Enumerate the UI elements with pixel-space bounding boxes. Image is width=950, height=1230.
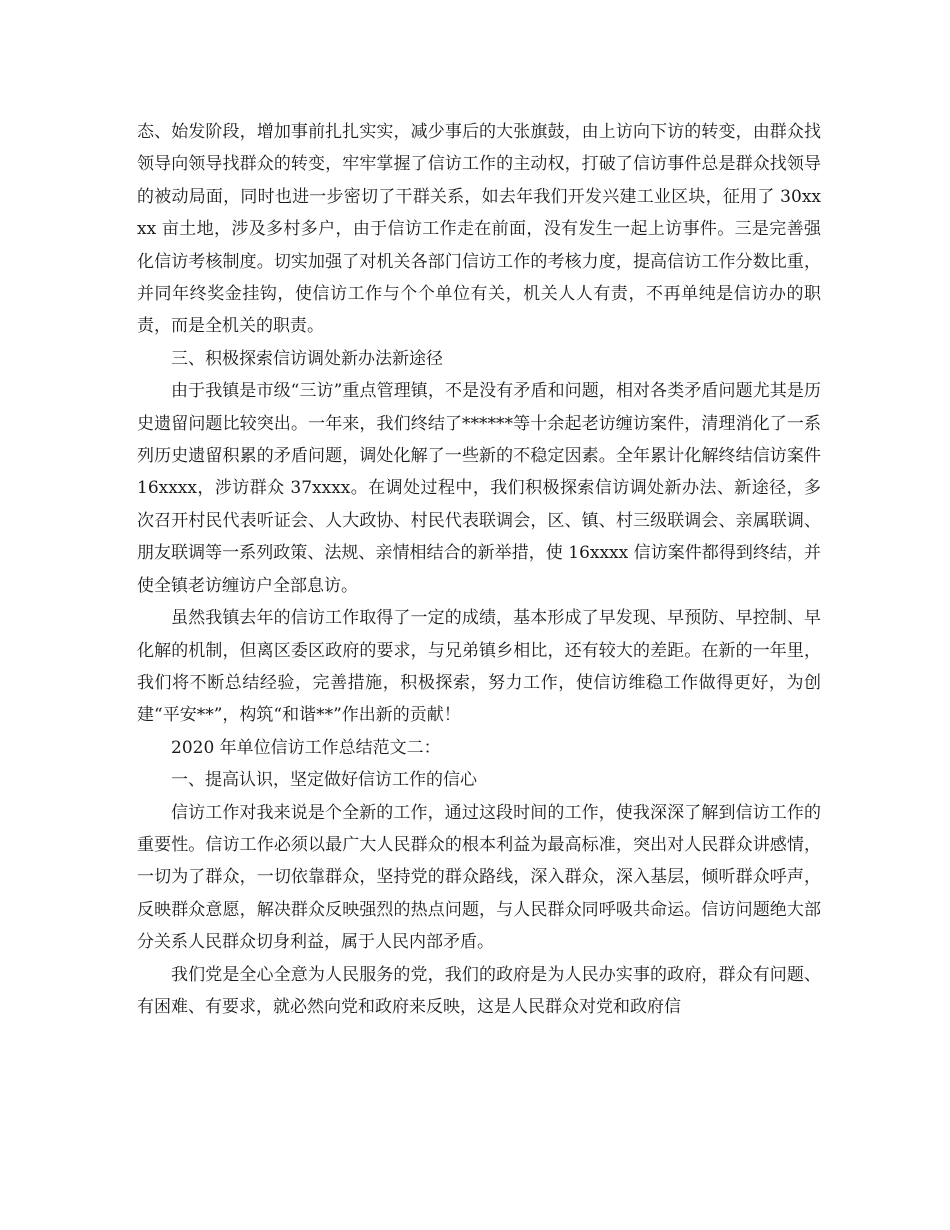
paragraph: 虽然我镇去年的信访工作取得了一定的成绩，基本形成了早发现、早预防、早控制、早化解的机制，但离区委区政府的要求，与兄弟镇乡相比，还有较大的差距。在新的一年里，我们将不断总结经验，完善措施，积极探索，努力工作，使信访维稳工作做得更好，为创建“平安**”，构筑“和谐**”作出新的贡献！ xyxy=(137,608,821,726)
paragraph: 信访工作对我来说是个全新的工作，通过这段时间的工作，使我深深了解到信访工作的重要性。信访工作必须以最广大人民群众的根本利益为最高标准，突出对人民群众讲感情，一切为了群众，一切依靠群众，坚持党的群众路线，深入群众，深入基层，倾听群众呼声，反映群众意愿，解决群众反映强烈的热点问题，与人民群众同呼吸共命运。信访问题绝大部分关系人民群众切身利益，属于人民内部矛盾。 xyxy=(137,802,821,953)
sample-title: 2020 年单位信访工作总结范文二： xyxy=(171,737,441,758)
section-heading-three: 三、积极探索信访调处新办法新途径 xyxy=(171,348,443,369)
paragraph: 由于我镇是市级“三访”重点管理镇，不是没有矛盾和问题，相对各类矛盾问题尤其是历史遗留问题比较突出。一年来，我们终结了******等十余起老访缠访案件，清理消化了一系列历史遗留积累的矛盾问题，调处化解了一些新的不稳定因素。全年累计化解终结信访案件 16xxxx，涉访群众 37xxxx。在调处过程中，我们积极探索信访调处新办法、新途径，多次召开村民代表听证会、人大政协、村民代表联调会，区、镇、村三级联调会、亲属联调、朋友联调等一系列政策、法规、亲情相结合的新举措，使 16xxxx 信访案件都得到终结，并使全镇老访缠访户全部息访。 xyxy=(137,381,821,596)
paragraph-continuation: 态、始发阶段，增加事前扎扎实实，减少事后的大张旗鼓，由上访向下访的转变，由群众找领导向领导找群众的转变，牢牢掌握了信访工作的主动权，打破了信访事件总是群众找领导的被动局面，同时也进一步密切了干群关系，如去年我们开发兴建工业区块，征用了 30xxxx 亩土地，涉及多村多户，由于信访工作走在前面，没有发生一起上访事件。三是完善强化信访考核制度。切实加强了对机关各部门信访工作的考核力度，提高信访工作分数比重，并同年终奖金挂钩，使信访工作与个个单位有关，机关人人有责，不再单纯是信访办的职责，而是全机关的职责。 xyxy=(137,122,821,337)
paragraph: 我们党是全心全意为人民服务的党，我们的政府是为人民办实事的政府，群众有问题、有困难、有要求，就必然向党和政府来反映，这是人民群众对党和政府信 xyxy=(137,964,821,1017)
section-heading-one: 一、提高认识，坚定做好信访工作的信心 xyxy=(171,770,477,791)
document-body xyxy=(137,116,821,1023)
